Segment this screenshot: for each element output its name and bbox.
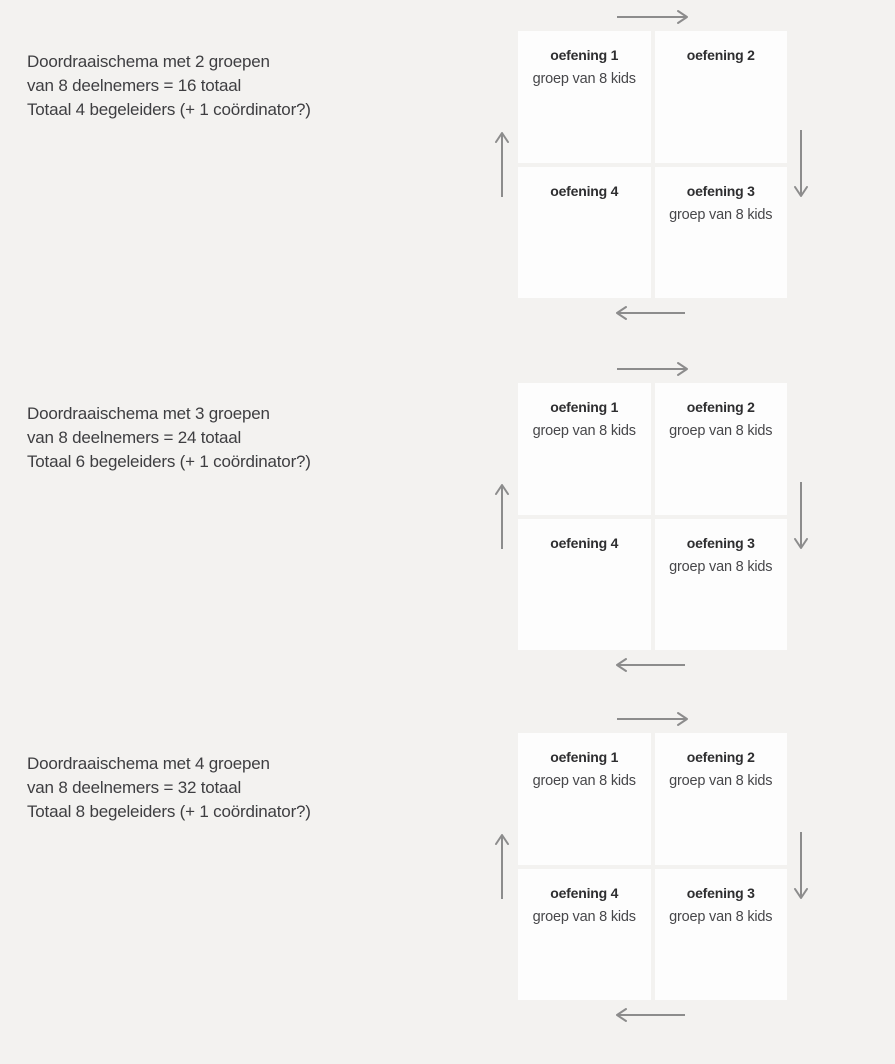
exercise-title: oefening 2: [686, 399, 755, 415]
exercise-group-label: groep van 8 kids: [532, 71, 636, 87]
exercise-card: [655, 167, 788, 299]
arrow-down-icon: [793, 831, 809, 900]
exercise-card: [655, 383, 788, 515]
schema-description-line: Doordraaischema met 4 groepen: [27, 754, 270, 773]
schema-description-line: Totaal 8 begeleiders (+ 1 coördinator?): [27, 802, 311, 821]
rotation-grid: [518, 733, 787, 1000]
arrow-left-icon: [616, 1007, 686, 1023]
exercise-title: oefening 2: [686, 47, 755, 63]
arrow-left-icon: [616, 305, 686, 321]
exercise-title: oefening 1: [550, 749, 619, 765]
exercise-title: oefening 1: [550, 47, 619, 63]
schema-description-line: van 8 deelnemers = 24 totaal: [27, 428, 242, 447]
exercise-title: oefening 2: [686, 749, 755, 765]
arrow-up-icon: [494, 131, 510, 199]
schema-description: [27, 752, 311, 824]
rotation-grid: [518, 31, 787, 298]
exercise-title: oefening 3: [686, 884, 755, 901]
rotation-grid: [518, 383, 787, 650]
exercise-card: [518, 733, 651, 865]
exercise-group-label: groep van 8 kids: [669, 908, 773, 925]
arrow-up-icon: [494, 833, 510, 901]
schema-description-line: Totaal 4 begeleiders (+ 1 coördinator?): [27, 100, 311, 119]
exercise-title: oefening 3: [686, 182, 755, 199]
exercise-group-label: groep van 8 kids: [669, 423, 773, 439]
exercise-group-label: groep van 8 kids: [669, 206, 773, 223]
exercise-group-label: groep van 8 kids: [532, 773, 636, 789]
exercise-card: [655, 519, 788, 651]
schema-description-line: Doordraaischema met 3 groepen: [27, 404, 270, 423]
exercise-group-label: groep van 8 kids: [669, 773, 773, 789]
schema-description-line: Doordraaischema met 2 groepen: [27, 52, 270, 71]
exercise-title: oefening 4: [550, 884, 619, 901]
exercise-card: [518, 519, 651, 651]
arrow-up-icon: [494, 483, 510, 551]
arrow-down-icon: [793, 129, 809, 198]
exercise-title: oefening 3: [686, 534, 755, 551]
arrow-down-icon: [793, 481, 809, 550]
rotation-schema-section-2-groups: [0, 0, 895, 352]
exercise-card: [655, 869, 788, 1001]
rotation-schema-section-3-groups: [0, 352, 895, 704]
arrow-right-icon: [616, 361, 690, 377]
schema-description-line: Totaal 6 begeleiders (+ 1 coördinator?): [27, 452, 311, 471]
exercise-card: [518, 869, 651, 1001]
rotation-schema-section-4-groups: [0, 702, 895, 1054]
exercise-group-label: groep van 8 kids: [669, 558, 773, 575]
exercise-group-label: groep van 8 kids: [532, 908, 636, 925]
exercise-card: [518, 167, 651, 299]
arrow-right-icon: [616, 9, 690, 25]
arrow-left-icon: [616, 657, 686, 673]
schema-description-line: van 8 deelnemers = 16 totaal: [27, 76, 242, 95]
arrow-right-icon: [616, 711, 690, 727]
exercise-title: oefening 4: [550, 534, 619, 551]
schema-description-line: van 8 deelnemers = 32 totaal: [27, 778, 242, 797]
exercise-card: [518, 31, 651, 163]
schema-description: [27, 402, 311, 474]
exercise-card: [655, 31, 788, 163]
exercise-title: oefening 4: [550, 182, 619, 199]
exercise-group-label: groep van 8 kids: [532, 423, 636, 439]
schema-description: [27, 50, 311, 122]
exercise-card: [518, 383, 651, 515]
exercise-card: [655, 733, 788, 865]
exercise-title: oefening 1: [550, 399, 619, 415]
